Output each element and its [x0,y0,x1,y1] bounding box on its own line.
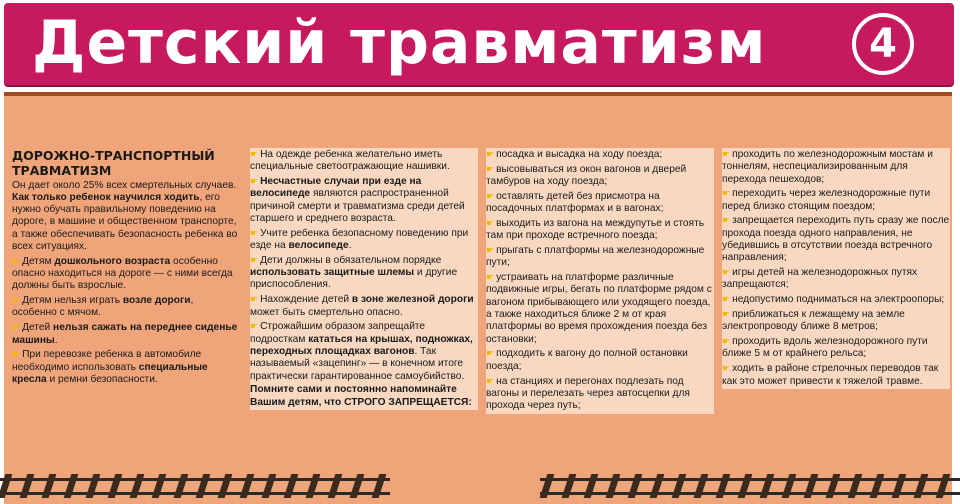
list-item: ☛ проходить вдоль железнодорожного пути ближе 5 м от крайнего рельса; [722,336,928,360]
list-item: ☛ приближаться к лежащему на земле электропроводу ближе 8 метров; [722,309,905,333]
track-left [0,474,390,498]
pointing-hand-icon: ☛ [722,267,731,278]
paragraph: ☛ Детям нельзя играть возле дороги, особенно с мячом. [12,295,194,319]
pointing-hand-icon: ☛ [722,149,731,159]
paragraph: ☛ Дети должны в обязательном порядке использовать защитные шлемы и другие приспособления. [250,254,458,291]
pointing-hand-icon: ☛ [12,349,21,360]
section-heading: ДОРОЖНО-ТРАНСПОРТНЫЙ ТРАВМАТИЗМ [12,148,215,178]
list-item: ☛ подходить к вагону до полной остановки поезда; [486,348,688,372]
pointing-hand-icon: ☛ [486,245,495,256]
pointing-hand-icon: ☛ [486,375,495,386]
paragraph: ☛ Строжайшим образом запрещайте подросткам кататься на крышах, подножках, переходных площадках вагонов. Так называемый «зацепинг» — в конечном итоге практически гарантированное самоубийство. [250,321,473,382]
page-number-badge: 4 [852,13,914,75]
pointing-hand-icon: ☛ [250,294,259,305]
list-item: ☛ устраивать на платформе различные подвижные игры, бегать по платформе рядом с вагоном прибывающего или уходящего поезда, а также находиться ближе 2 м от края платформы во время прохождения поезда без остановки; [486,272,712,345]
pointing-hand-icon: ☛ [722,215,731,226]
page-title: Детский травматизм [32,8,767,78]
column-prohibitions-2 [722,148,950,389]
railway-tracks-icon [0,466,960,500]
title-banner [4,3,954,85]
pointing-hand-icon: ☛ [250,321,259,332]
column-road-safety [12,148,238,388]
list-item: ☛ недопустимо подниматься на электроопоры; [722,294,945,306]
track-right [540,474,960,498]
pointing-hand-icon: ☛ [722,309,731,320]
content-panel [4,92,952,504]
paragraph: ☛ На одежде ребенка желательно иметь специальные светоотражающие нашивки. [250,149,450,173]
paragraph: ☛ Нахождение детей в зоне железной дороги может быть смертельно опасно. [250,294,474,318]
pointing-hand-icon: ☛ [250,149,259,159]
pointing-hand-icon: ☛ [486,217,495,228]
paragraph: ☛ Детей нельзя сажать на переднее сиденье машины. [12,322,238,346]
pointing-hand-icon: ☛ [250,176,259,187]
paragraph: ☛ При перевозке ребенка в автомобиле необходимо использовать специальные кресла и ремни безопасности. [12,349,208,385]
pointing-hand-icon: ☛ [722,188,731,199]
pointing-hand-icon: ☛ [486,190,495,201]
closing-statement: Помните сами и постоянно напоминайте Вашим детям, что СТРОГО ЗАПРЕЩАЕТСЯ: [250,384,472,408]
list-item: ☛ высовываться из окон вагонов и дверей тамбуров на ходу поезда; [486,163,687,188]
pointing-hand-icon: ☛ [722,363,731,374]
pointing-hand-icon: ☛ [722,294,731,305]
list-item: ☛ запрещается переходить путь сразу же после прохода поезда одного направления, не убедившись в отсутствии поезда встречного направления; [722,215,950,264]
paragraph: ☛ Учите ребенка безопасному поведению при езде на велосипеде. [250,227,469,252]
list-item: ☛ посадка и высадка на ходу поезда; [486,149,663,160]
list-item: ☛ оставлять детей без присмотра на посадочных платформах и в вагонах; [486,190,664,215]
list-item: ☛ ходить в районе стрелочных переводов так как это может привести к тяжелой травме. [722,363,939,387]
pointing-hand-icon: ☛ [250,227,259,238]
pointing-hand-icon: ☛ [486,348,495,359]
pointing-hand-icon: ☛ [12,322,21,333]
pointing-hand-icon: ☛ [486,149,495,159]
list-item: ☛ прыгать с платформы на железнодорожные пути; [486,245,705,269]
pointing-hand-icon: ☛ [722,336,731,347]
pointing-hand-icon: ☛ [486,163,495,174]
paragraph: Он дает около 25% всех смертельных случаев. Как только ребенок научился ходить, его нужно обучать правильному поведению на дороге, в машине и общественном транспорте, а также обеспечивать безопасность ребенка во всех ситуациях. [12,179,238,252]
list-item: ☛ игры детей на железнодорожных путях запрещаются; [722,267,918,291]
pointing-hand-icon: ☛ [250,254,259,265]
list-item: ☛ на станциях и перегонах подлезать под вагоны и перелезать через автосцепки для прохода через путь; [486,375,690,412]
paragraph: ☛ Несчастные случаи при езде на велосипеде являются распространенной причиной смерти и травматизма среди детей старшего и среднего возраста. [250,176,465,224]
pointing-hand-icon: ☛ [12,255,21,266]
pointing-hand-icon: ☛ [12,295,21,306]
list-item: ☛ выходить из вагона на междупутье и стоять там при проходе встречного поезда; [486,217,705,242]
column-prohibitions-1 [486,148,714,414]
list-item: ☛ переходить через железнодорожные пути перед близко стоящим поездом; [722,188,931,212]
pointing-hand-icon: ☛ [486,272,495,283]
column-bicycle-railway [250,148,478,410]
list-item: ☛ проходить по железнодорожным мостам и тоннелям, неспециализированным для перехода пешеходов; [722,149,933,185]
paragraph: ☛ Детям дошкольного возраста особенно опасно находиться на дороге — с ними всегда должны быть взрослые. [12,255,233,292]
